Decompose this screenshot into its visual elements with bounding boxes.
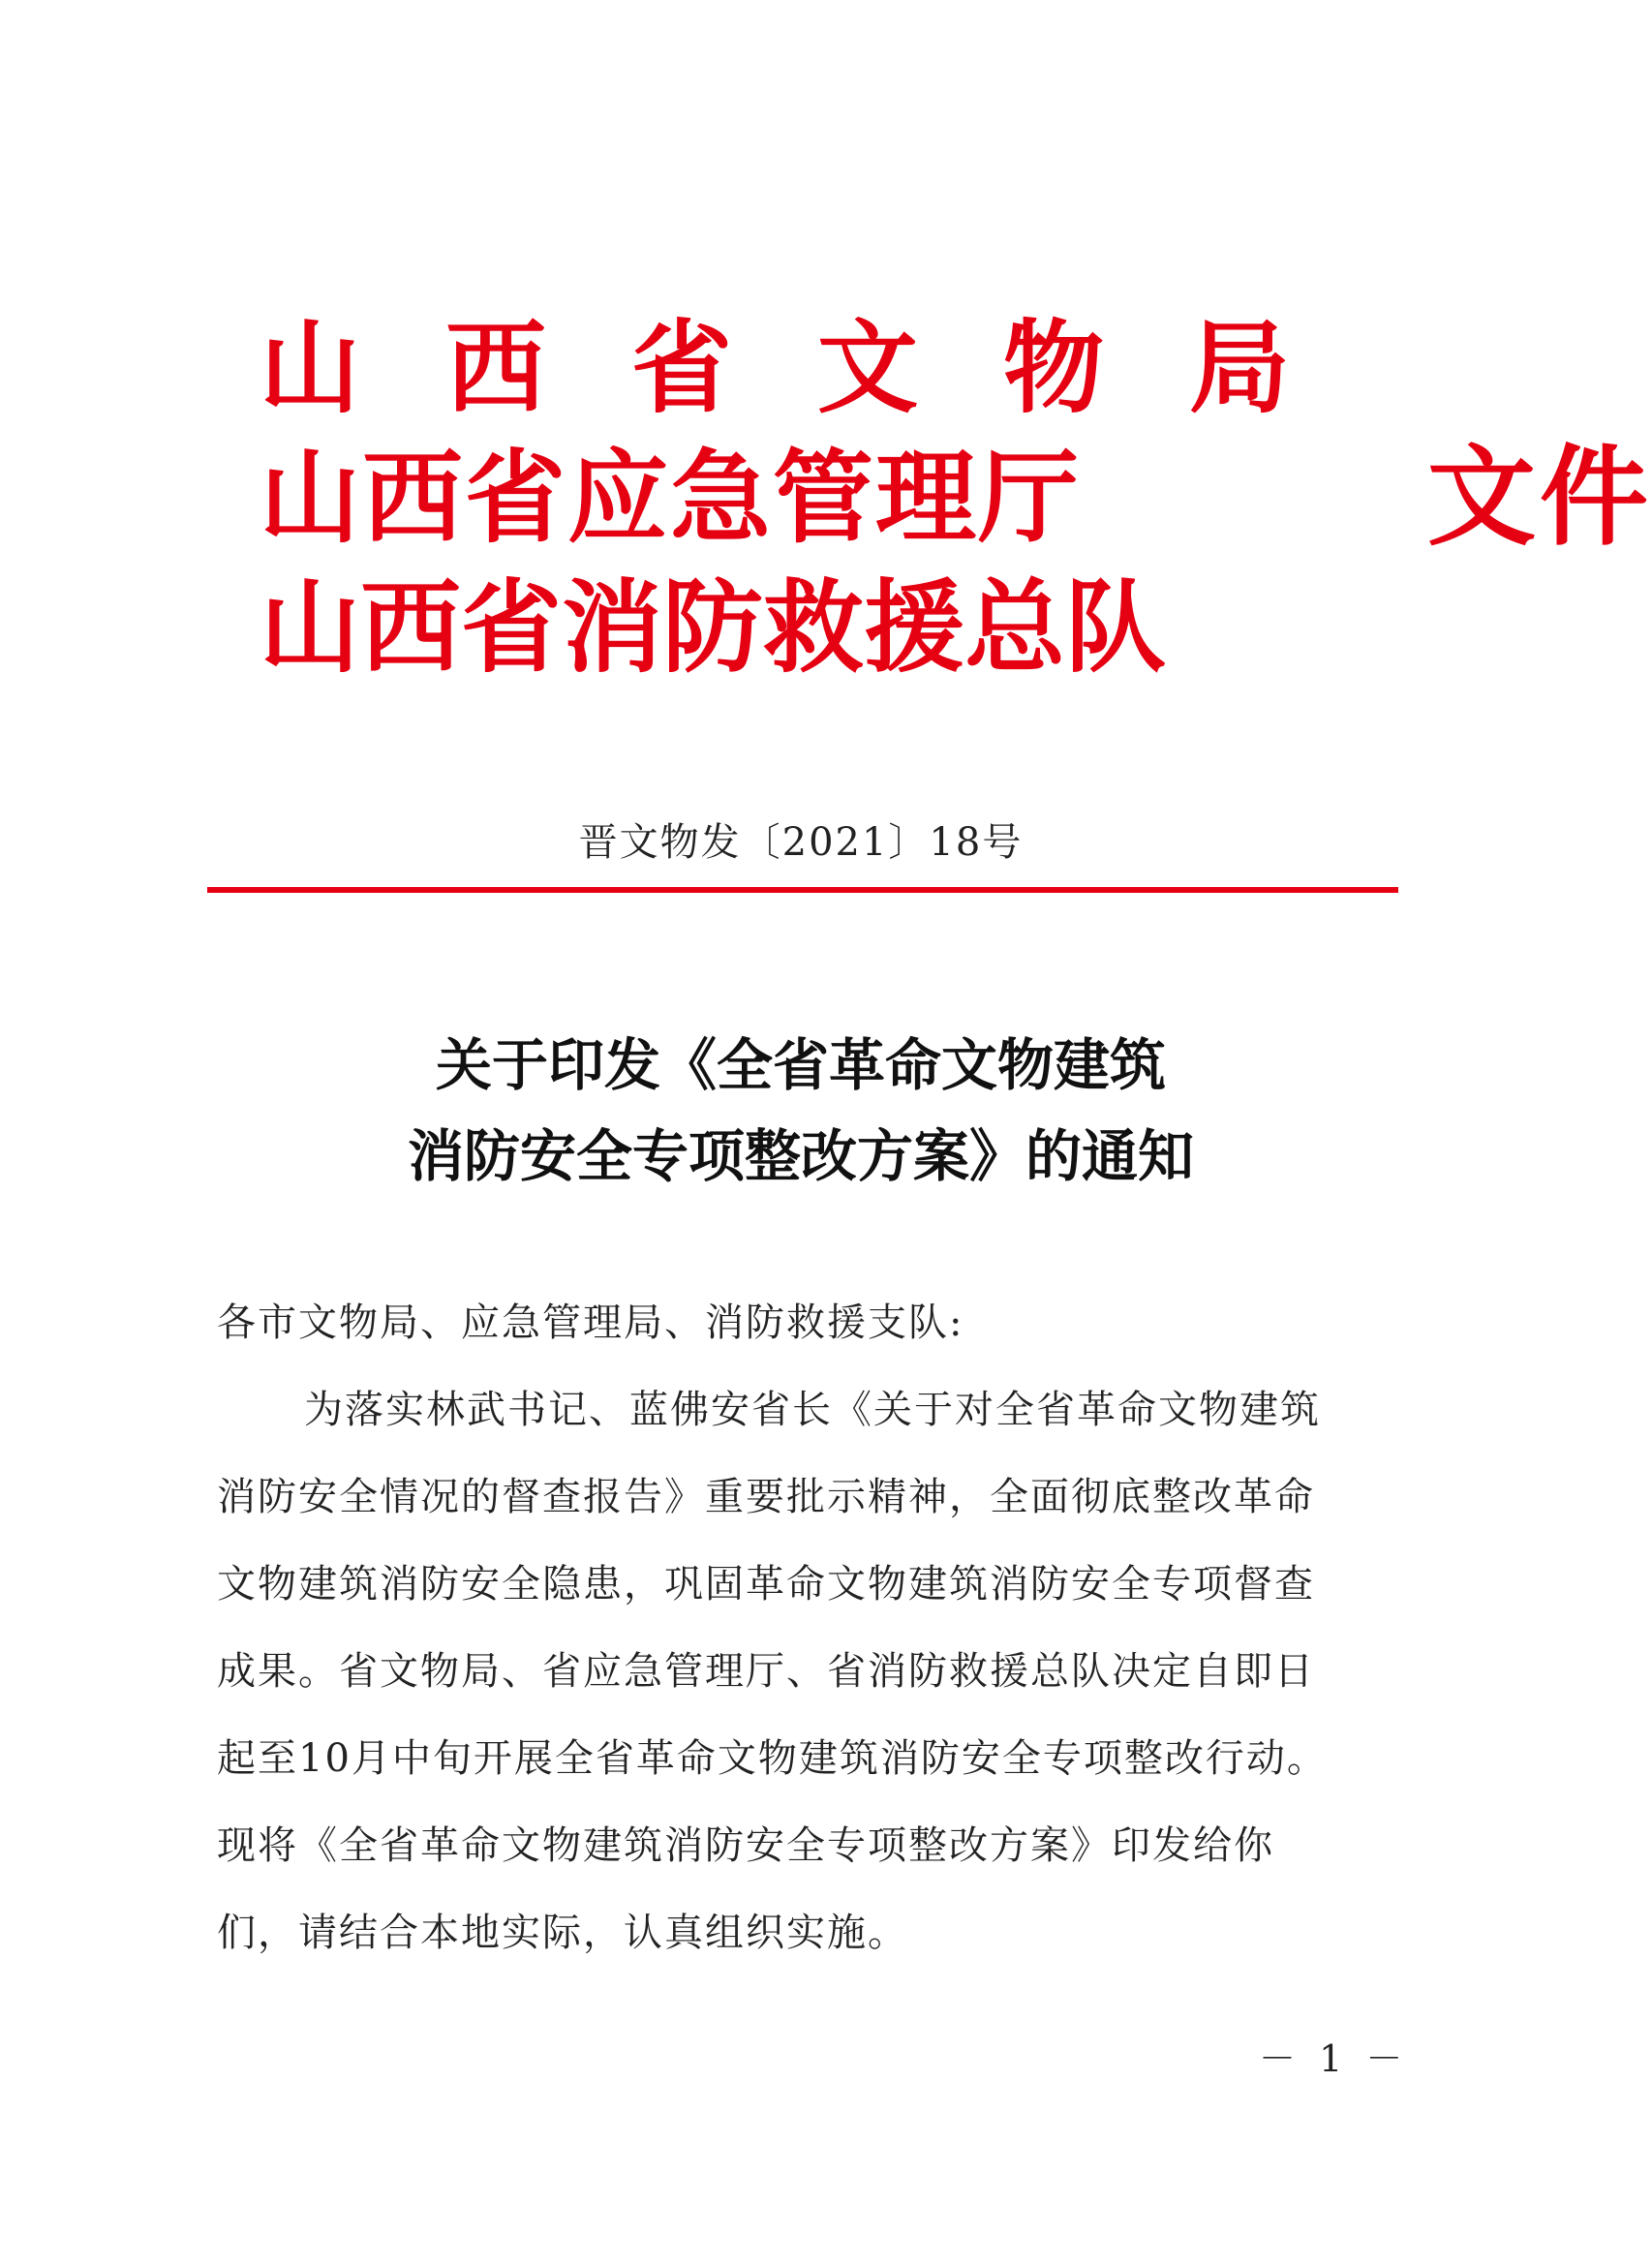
body-line-2: 消防安全情况的督查报告》重要批示精神，全面彻底整改革命 — [217, 1475, 1315, 1519]
body-line-1: 为落实林武书记、蓝佛安省长《关于对全省革命文物建筑 — [304, 1388, 1321, 1432]
file-word: 文件 — [1427, 434, 1652, 561]
issuer-header — [260, 308, 1652, 687]
page-number: － 1 － — [1259, 2037, 1409, 2080]
body-line-4: 成果。省文物局、省应急管理厅、省消防救援总队决定自即日 — [217, 1649, 1315, 1694]
body-line-5: 起至10月中旬开展全省革命文物建筑消防安全专项整改行动。 — [217, 1736, 1328, 1781]
body-line-6: 现将《全省革命文物建筑消防安全专项整改方案》印发给你 — [217, 1823, 1274, 1868]
red-divider-line — [207, 887, 1398, 893]
body-line-3: 文物建筑消防安全隐患，巩固革命文物建筑消防安全专项督查 — [217, 1562, 1315, 1607]
document-number: 晋文物发〔2021〕18号 — [578, 820, 1024, 865]
salutation: 各市文物局、应急管理局、消防救援支队: — [217, 1301, 964, 1345]
issuer-line-fire-rescue: 山西省消防救援总队 — [260, 567, 1167, 687]
document-title-line-2: 消防安全专项整改方案》的通知 — [407, 1123, 1194, 1189]
document-title-line-1: 关于印发《全省革命文物建筑 — [435, 1032, 1166, 1098]
issuer-line-cultural-relics-bureau: 山西省文物局 — [260, 308, 1376, 427]
issuer-line-emergency-management: 山西省应急管理厅 — [260, 438, 1082, 557]
body-line-7: 们，请结合本地实际，认真组织实施。 — [217, 1911, 908, 1955]
